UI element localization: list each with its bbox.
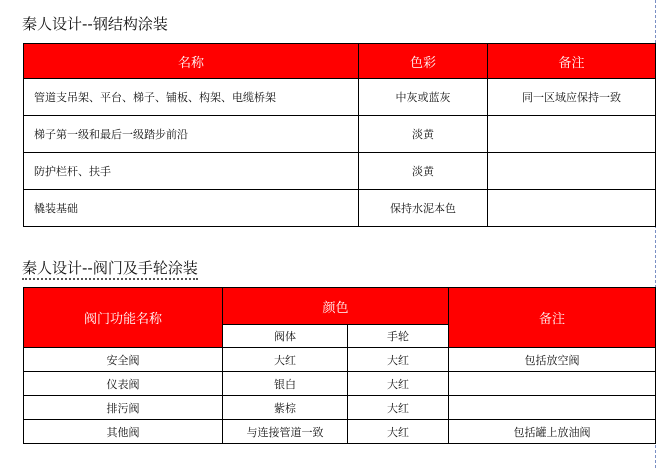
header-valve-function-name: 阀门功能名称	[24, 288, 223, 348]
table-row	[24, 153, 656, 190]
cell-note	[449, 372, 656, 396]
cell-valve-name: 排污阀	[24, 396, 223, 420]
header-note: 备注	[449, 288, 656, 348]
table-header-row	[24, 288, 656, 325]
header-note: 备注	[488, 44, 656, 79]
table-row	[24, 372, 656, 396]
steel-structure-coating-table	[23, 43, 656, 227]
cell-body-color: 银白	[223, 372, 348, 396]
valve-section-title: 秦人设计--阀门及手轮涂装	[22, 259, 198, 277]
cell-valve-name: 安全阀	[24, 348, 223, 372]
table-row	[24, 420, 656, 444]
cell-color: 淡黄	[359, 153, 488, 190]
cell-color: 保持水泥本色	[359, 190, 488, 227]
cell-note: 包括罐上放油阀	[449, 420, 656, 444]
cell-name: 橇装基础	[24, 190, 359, 227]
cell-handwheel-color: 大红	[348, 396, 449, 420]
cell-handwheel-color: 大红	[348, 348, 449, 372]
table-header-row	[24, 44, 656, 79]
cell-valve-name: 仪表阀	[24, 372, 223, 396]
cell-name: 防护栏杆、扶手	[24, 153, 359, 190]
table-row	[24, 190, 656, 227]
header-color: 色彩	[359, 44, 488, 79]
cell-handwheel-color: 大红	[348, 420, 449, 444]
cell-body-color: 与连接管道一致	[223, 420, 348, 444]
header-name: 名称	[24, 44, 359, 79]
cell-color: 中灰或蓝灰	[359, 79, 488, 116]
header-handwheel: 手轮	[348, 325, 449, 348]
cell-body-color: 紫棕	[223, 396, 348, 420]
table-row	[24, 348, 656, 372]
cell-name: 梯子第一级和最后一级踏步前沿	[24, 116, 359, 153]
cell-note	[488, 190, 656, 227]
cell-handwheel-color: 大红	[348, 372, 449, 396]
steel-structure-section-title: 秦人设计--钢结构涂装	[22, 15, 168, 33]
table-row	[24, 116, 656, 153]
cell-note	[488, 116, 656, 153]
cell-note: 同一区域应保持一致	[488, 79, 656, 116]
cell-body-color: 大红	[223, 348, 348, 372]
cell-name: 管道支吊架、平台、梯子、铺板、构架、电缆桥架	[24, 79, 359, 116]
cell-color: 淡黄	[359, 116, 488, 153]
cell-note	[449, 396, 656, 420]
header-color-group: 颜色	[223, 288, 449, 325]
header-valve-body: 阀体	[223, 325, 348, 348]
valve-coating-table	[23, 287, 656, 444]
table-row	[24, 79, 656, 116]
table-row	[24, 396, 656, 420]
cell-note: 包括放空阀	[449, 348, 656, 372]
cell-note	[488, 153, 656, 190]
cell-valve-name: 其他阀	[24, 420, 223, 444]
